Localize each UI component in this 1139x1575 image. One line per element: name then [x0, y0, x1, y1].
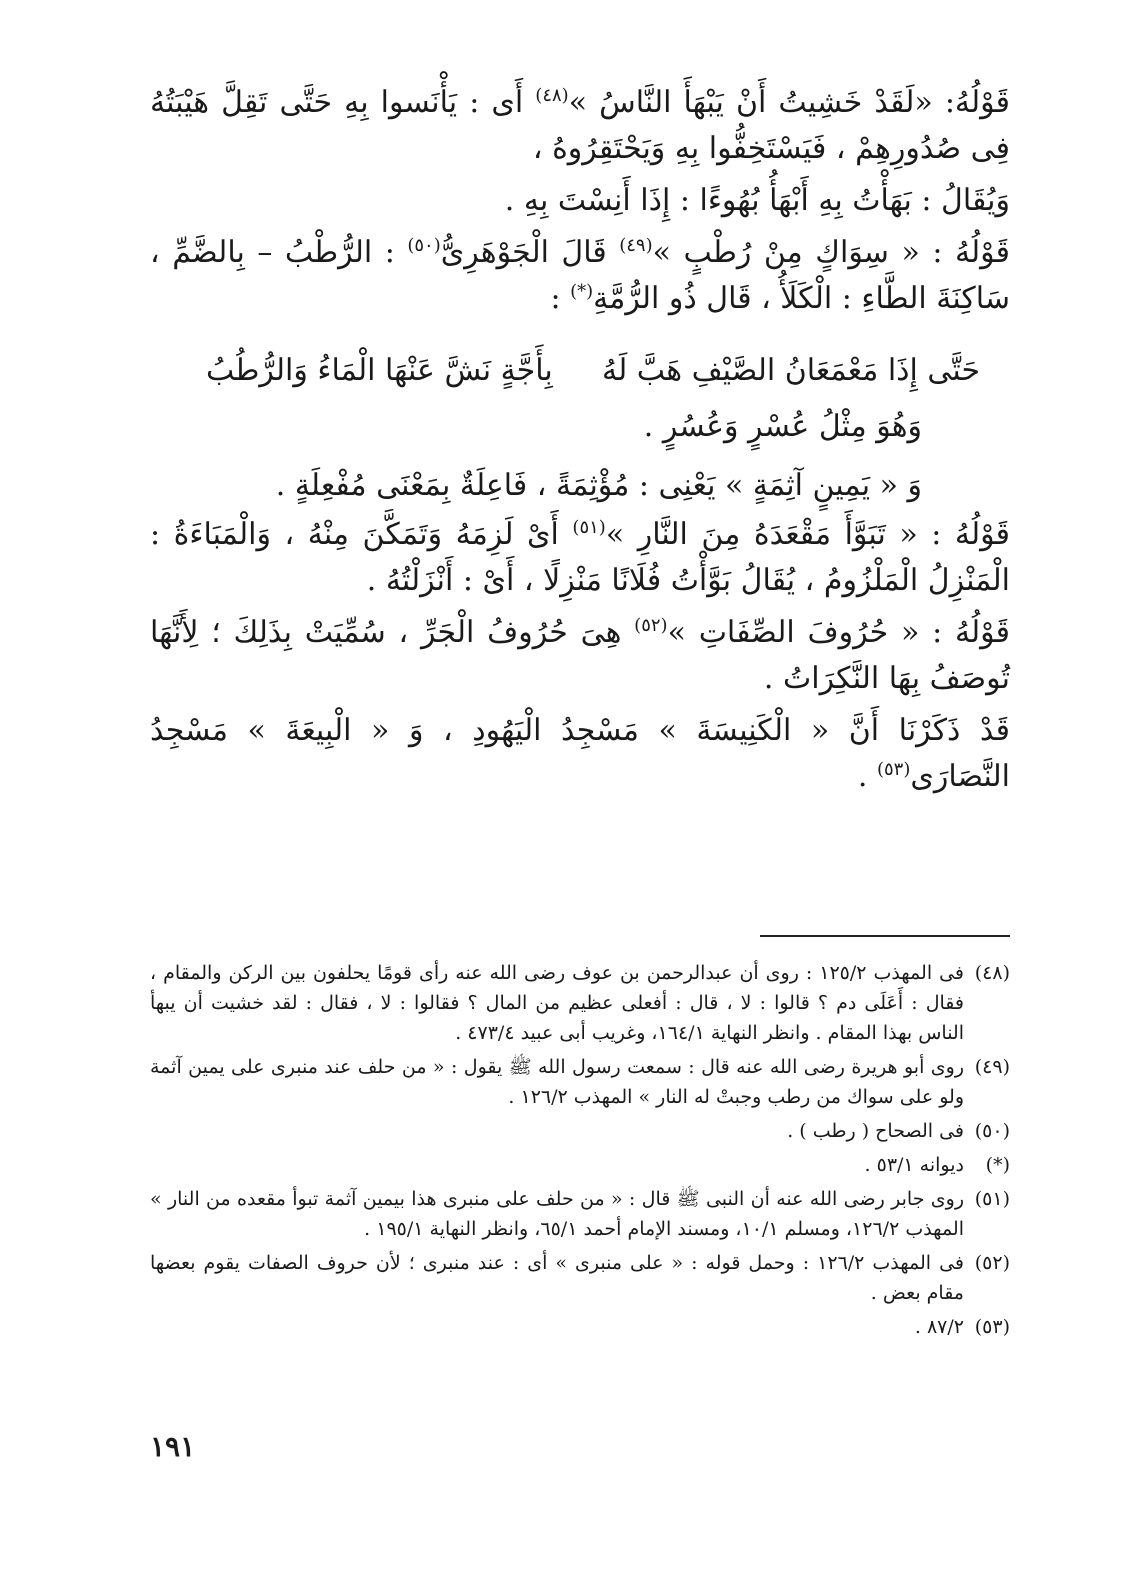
paragraph-3-lemma: قَوْلُهُ : « سِوَاكٍ مِنْ رُطْبٍ » — [652, 235, 1011, 270]
paragraph-7-text: قَدْ ذَكَرْنَا أَنَّ « الْكَنِيسَةَ » مَسْجِدُ الْيَهُودِ ، وَ « الْبِيعَةَ » مَسْجِدُ النَّصَارَى — [150, 713, 1010, 794]
footnote-text: فى المهذب ١٢٦/٢ : وحمل قوله : « على منبرى » أى : عند منبرى ؛ لأن حروف الصفات يقوم بعضها مقام بعض . — [150, 1252, 964, 1304]
footnote-49 — [150, 1052, 1010, 1112]
paragraph-3-text-a: قَالَ الْجَوْهَرِىُّ — [440, 235, 620, 270]
verse-comment: وَهُوَ مِثْلُ عُسْرٍ وَعُسُرٍ . — [643, 409, 922, 444]
footnote-number: (٤٩) — [974, 1056, 1010, 1078]
footnote-number: (٥٠) — [974, 1120, 1010, 1142]
paragraph-2: وَيُقَالُ : بَهَأْتُ بِهِ أَبْهَأُ بُهُوءًا : إِذَا أَنِسْتَ بِهِ . — [504, 183, 1010, 218]
paragraph-1 — [150, 80, 1010, 172]
page-number: ١٩١ — [150, 1430, 196, 1463]
footnote-53 — [150, 1312, 1010, 1342]
footnote-number: (٥٢) — [974, 1252, 1010, 1274]
paragraph-5-lemma: قَوْلُهُ : « تَبَوَّأَ مَقْعَدَهُ مِنَ النَّارِ » — [605, 517, 1010, 552]
paragraph-1-text: أَى : يَأْنَسوا بِهِ حَتَّى تَقِلَّ هَيْبَتُهُ فِى صُدُورِهِمْ ، فَيَسْتَخِفُّوا بِهِ وَيَحْتَقِرُوهُ ، — [150, 85, 1010, 166]
paragraph-3 — [150, 230, 1010, 322]
footnote-ref-52[interactable]: (٥٢) — [634, 615, 668, 636]
paragraph-7-end: . — [857, 759, 877, 794]
footnotes — [150, 958, 1010, 1346]
paragraph-7 — [150, 708, 1010, 800]
footnote-text: ديوانه ٥٣/١ . — [864, 1154, 964, 1176]
footnote-number: (*) — [985, 1154, 1010, 1176]
footnote-number: (٥٣) — [974, 1316, 1010, 1338]
footnote-separator — [760, 935, 1010, 937]
main-text — [150, 80, 1010, 806]
footnote-star — [150, 1150, 1010, 1180]
paragraph-3-text-b: : الرُّطْبُ – بِالضَّمِّ ، سَاكِنَةَ الطَّاءِ : الْكَلَأُ ، قَال ذُو الرُّمَّةِ — [150, 235, 1010, 316]
paragraph-6-text: هِىَ حُرُوفُ الْجَرِّ ، سُمِّيَتْ بِذَلِكَ ؛ لِأَنَّهَا تُوصَفُ بِهَا النَّكِرَاتُ . — [150, 615, 1010, 696]
footnote-50 — [150, 1116, 1010, 1146]
footnote-52 — [150, 1248, 1010, 1308]
paragraph-1-lemma: قَوْلُهُ: «لَقَدْ خَشِيتُ أَنْ يَبْهَأَ النَّاسُ » — [568, 85, 1010, 120]
footnote-text: ٨٧/٢ . — [914, 1316, 964, 1338]
verse-first-hemistich: حَتَّى إِذَا مَعْمَعَانُ الصَّيْفِ هَبَّ لَهُ — [602, 353, 980, 388]
footnote-ref-48[interactable]: (٤٨) — [535, 85, 569, 106]
footnote-number: (٤٨) — [974, 962, 1010, 984]
footnote-ref-star[interactable]: (*) — [570, 281, 594, 302]
paragraph-4: وَ « يَمِينٍ آثِمَةٍ » يَعْنِى : مُؤْثِمَةً ، فَاعِلَةٌ بِمَعْنَى مُفْعِلَةٍ . — [275, 468, 922, 503]
poetry-verse — [150, 328, 1010, 402]
footnote-number: (٥١) — [974, 1188, 1010, 1210]
paragraph-3-text-c: : — [550, 281, 571, 316]
footnote-48 — [150, 958, 1010, 1048]
footnote-ref-51[interactable]: (٥١) — [572, 517, 606, 538]
footnote-text: فى الصحاح ( رطب ) . — [787, 1120, 964, 1142]
footnote-51 — [150, 1184, 1010, 1244]
paragraph-5-text: أَىْ لَزِمَهُ وَتَمَكَّنَ مِنْهُ ، وَالْمَبَاءَةُ : الْمَنْزِلُ الْمَلْزُومُ ، يُقَالُ بَوَّأْتُ فُلَانًا مَنْزِلًا ، أَىْ : أَنْزَلْتُهُ . — [150, 517, 1010, 598]
paragraph-6 — [150, 610, 1010, 702]
paragraph-5 — [150, 512, 1010, 604]
footnote-text: روى جابر رضى الله عنه أن النبى ﷺ قال : « من حلف على منبرى هذا بيمين آثمة تبوأ مقعده من النار » المهذب ١٢٦/٢، ومسلم ١٠/١، ومسند الإمام أحمد ٦٥/١، وانظر النهاية ١٩٥/١ . — [150, 1188, 964, 1240]
footnote-ref-53[interactable]: (٥٣) — [876, 759, 911, 780]
paragraph-6-lemma: قَوْلُهُ : « حُرُوفَ الصِّفَاتِ » — [667, 615, 1011, 650]
footnote-text: فى المهذب ١٢٥/٢ : روى أن عبدالرحمن بن عوف رضى الله عنه رأى قومًا يحلفون بين الركن والمقام ، فقال : أَعَلَى دم ؟ قالوا : لا ، قال : أفعلى عظيم من المال ؟ فقالوا : لا ، فقال : لقد خشيت أن يبهأ الناس بهذا المقام . وانظر النهاية ١٦٤/١، وغريب أبى عبيد ٤٧٣/٤ . — [150, 962, 965, 1044]
footnote-ref-50[interactable]: (٥٠) — [407, 235, 441, 256]
footnote-text: روى أبو هريرة رضى الله عنه قال : سمعت رسول الله ﷺ يقول : « من حلف عند منبرى على يمين آثمة ولو على سواك من رطب وجبتْ له النار » المهذب ١٢٦/٢ . — [150, 1056, 964, 1108]
footnote-ref-49[interactable]: (٤٩) — [619, 235, 653, 256]
verse-second-hemistich: بِأَجَّةٍ نَشَّ عَنْهَا الْمَاءُ وَالرُّطُبُ — [206, 353, 553, 388]
